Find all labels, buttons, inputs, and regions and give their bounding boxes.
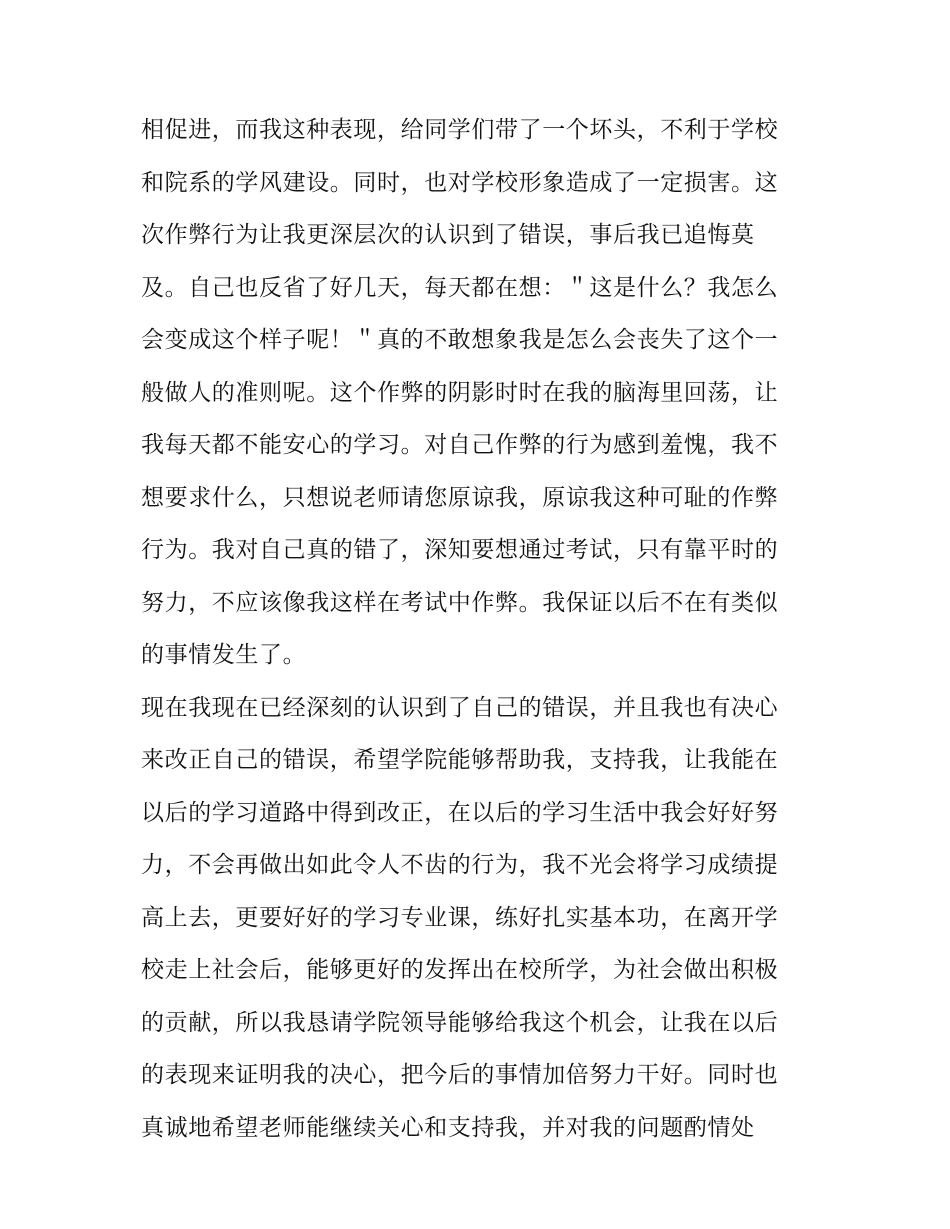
text-line: 和院系的学风建设。同时，也对学校形象造成了一定损害。这 xyxy=(141,169,779,196)
text-line: 现在我现在已经深刻的认识到了自己的错误，并且我也有决心 xyxy=(141,694,779,721)
text-line: 想要求什么，只想说老师请您原谅我，原谅我这种可耻的作弊 xyxy=(141,484,779,511)
text-line: 力，不会再做出如此令人不齿的行为，我不光会将学习成绩提 xyxy=(141,852,779,878)
text-line: 行为。我对自己真的错了，深知要想通过考试，只有靠平时的 xyxy=(141,537,779,563)
body-text xyxy=(141,104,821,1154)
text-line: 相促进，而我这种表现，给同学们带了一个坏头，不利于学校 xyxy=(141,117,779,143)
text-line: 真诚地希望老师能继续关心和支持我，并对我的问题酌情处 xyxy=(141,1114,755,1141)
text-line: 以后的学习道路中得到改正，在以后的学习生活中我会好好努 xyxy=(141,799,779,826)
text-line: 的事情发生了。 xyxy=(141,642,307,668)
text-line: 的表现来证明我的决心，把今后的事情加倍努力干好。同时也 xyxy=(141,1062,779,1088)
text-line: 般做人的准则呢。这个作弊的阴影时时在我的脑海里回荡，让 xyxy=(141,379,779,406)
text-line: 我每天都不能安心的学习。对自己作弊的行为感到羞愧，我不 xyxy=(141,432,779,458)
text-line: 努力，不应该像我这样在考试中作弊。我保证以后不在有类似 xyxy=(141,589,779,616)
text-line: 的贡献，所以我恳请学院领导能够给我这个机会，让我在以后 xyxy=(141,1009,779,1036)
text-line: 会变成这个样子呢！＂真的不敢想象我是怎么会丧失了这个一 xyxy=(141,327,779,353)
text-line: 及。自己也反省了好几天，每天都在想：＂这是什么？我怎么 xyxy=(141,274,779,301)
text-line: 来改正自己的错误，希望学院能够帮助我，支持我，让我能在 xyxy=(141,747,779,773)
text-line: 次作弊行为让我更深层次的认识到了错误，事后我已追悔莫 xyxy=(141,222,755,248)
text-line: 校走上社会后，能够更好的发挥出在校所学，为社会做出积极 xyxy=(141,957,779,983)
text-line: 高上去，更要好好的学习专业课，练好扎实基本功，在离开学 xyxy=(141,904,779,931)
